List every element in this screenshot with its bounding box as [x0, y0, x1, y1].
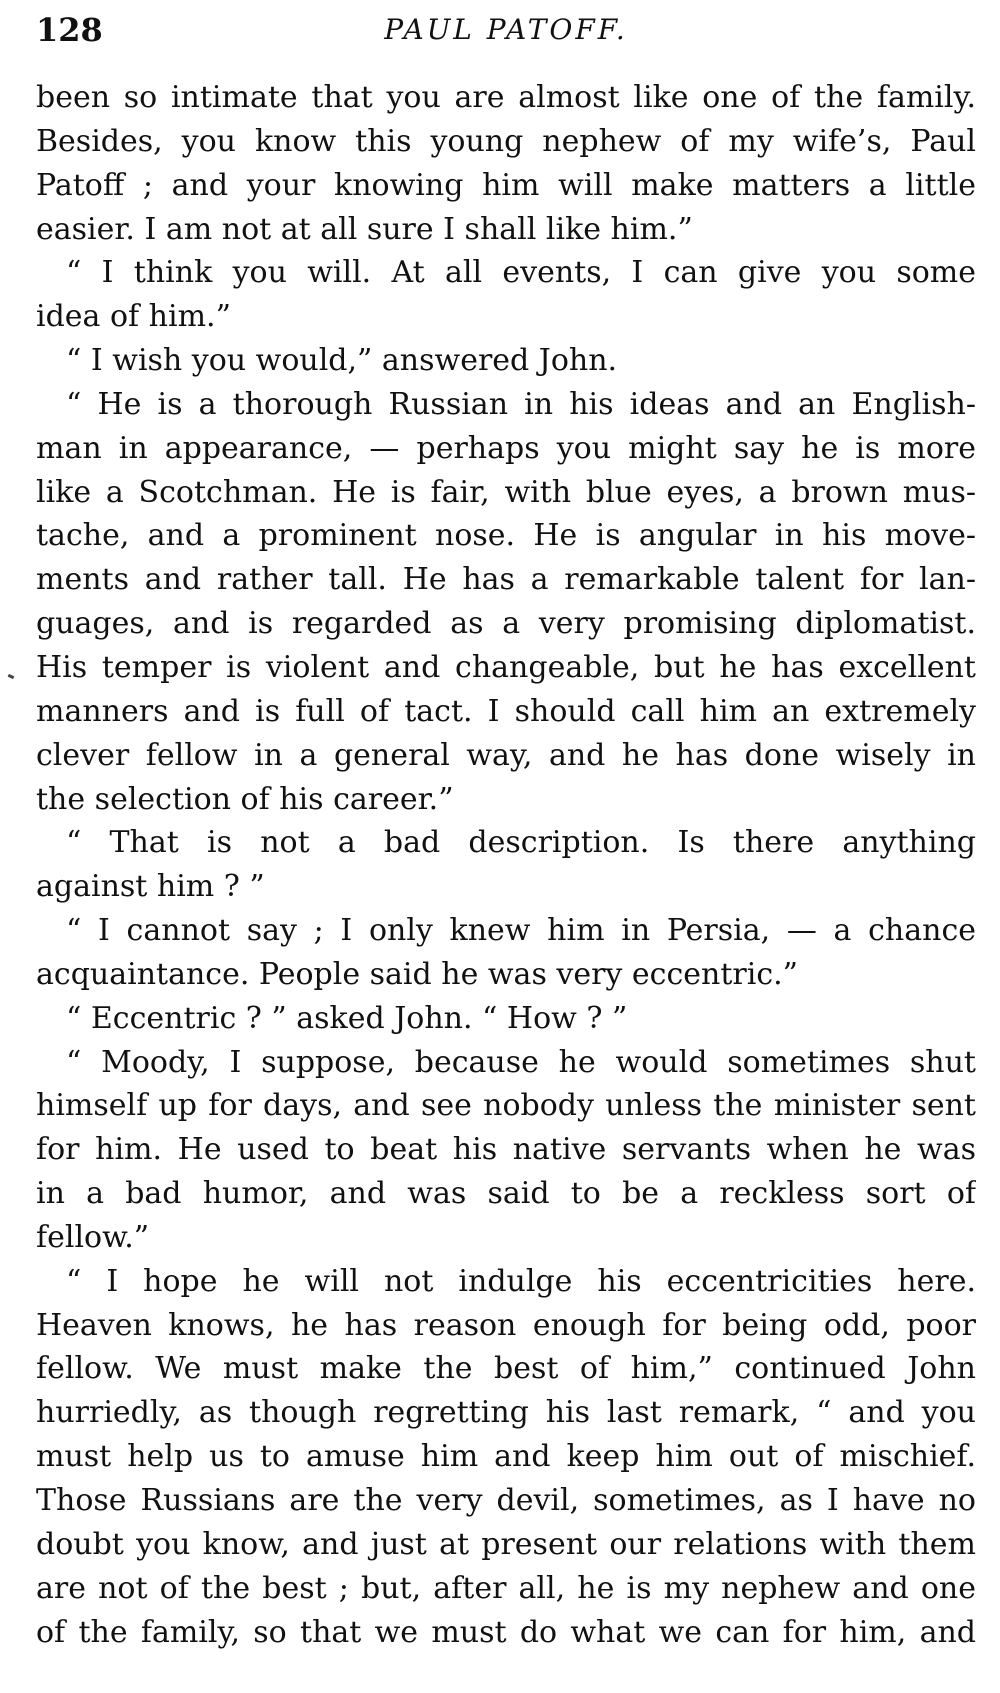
text-line: “ I cannot say ; I only knew him in Persia, — a chance	[66, 913, 976, 949]
text-line: fellow.”	[36, 1219, 150, 1255]
text-line: Patoff ; and your knowing him will make matters a little	[36, 167, 976, 203]
text-line: “ That is not a bad description. Is there anything	[66, 825, 976, 861]
text-line: “ Moody, I suppose, because he would sometimes shut	[66, 1044, 976, 1080]
text-line: “ Eccentric ? ” asked John. “ How ? ”	[66, 1000, 628, 1036]
text-line: easier. I am not at all sure I shall like him.”	[36, 211, 693, 247]
page-header	[36, 8, 976, 52]
text-line: “ I hope he will not indulge his eccentricities here.	[66, 1263, 976, 1299]
text-line: doubt you know, and just at present our relations with them	[36, 1526, 976, 1562]
body-text	[36, 76, 976, 1654]
text-line: the selection of his career.”	[36, 781, 454, 817]
page-number: 128	[36, 11, 103, 49]
text-line: tache, and a prominent nose. He is angular in his move-	[36, 518, 976, 554]
text-line: been so intimate that you are almost like one of the family.	[36, 80, 976, 115]
text-line: Besides, you know this young nephew of my wife’s, Paul	[36, 123, 976, 159]
running-title: PAUL PATOFF.	[384, 13, 628, 46]
text-line: Heaven knows, he has reason enough for being odd, poor	[36, 1307, 976, 1343]
text-line: “ I wish you would,” answered John.	[66, 343, 618, 379]
text-line: against him ? ”	[36, 869, 265, 905]
text-line: Those Russians are the very devil, sometimes, as I have no	[36, 1483, 976, 1518]
text-line: guages, and is regarded as a very promising diplomatist.	[36, 606, 976, 642]
text-line: fellow. We must make the best of him,” continued John	[36, 1351, 976, 1387]
text-line: in a bad humor, and was said to be a reckless sort of	[36, 1176, 976, 1212]
text-line: idea of him.”	[36, 299, 231, 335]
text-line: “ I think you will. At all events, I can give you some	[66, 255, 976, 291]
text-line: man in appearance, — perhaps you might say he is more	[36, 430, 976, 466]
text-line: acquaintance. People said he was very eccentric.”	[36, 956, 798, 992]
text-line: ments and rather tall. He has a remarkable talent for lan-	[36, 562, 976, 598]
text-line: manners and is full of tact. I should call him an extremely	[36, 693, 976, 729]
text-line: must help us to amuse him and keep him out of mischief.	[36, 1439, 976, 1475]
text-line: are not of the best ; but, after all, he is my nephew and one	[36, 1570, 976, 1606]
text-line: for him. He used to beat his native servants when he was	[36, 1132, 976, 1168]
text-line: like a Scotchman. He is fair, with blue eyes, a brown mus-	[36, 474, 976, 510]
text-line: “ He is a thorough Russian in his ideas and an English-	[66, 386, 976, 422]
text-line: His temper is violent and changeable, but he has excellent	[36, 649, 976, 685]
text-line: himself up for days, and see nobody unless the minister sent	[36, 1088, 976, 1124]
margin-mark	[8, 674, 15, 679]
text-line: of the family, so that we must do what we can for him, and	[36, 1614, 976, 1650]
text-line: clever fellow in a general way, and he has done wisely in	[36, 737, 976, 773]
text-line: hurriedly, as though regretting his last remark, “ and you	[36, 1395, 976, 1431]
